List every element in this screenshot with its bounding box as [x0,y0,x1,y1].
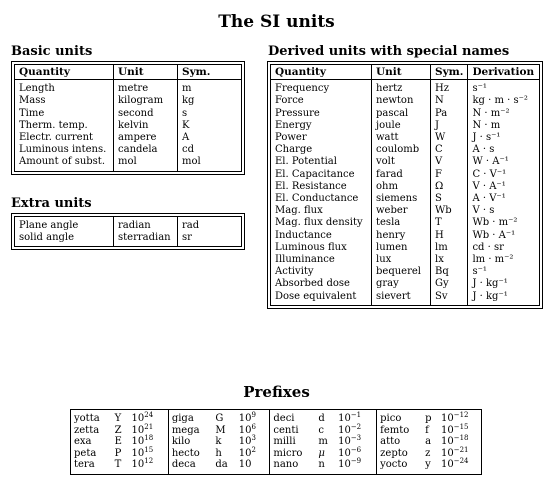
derived-units-heading: Derived units with special names [268,44,510,59]
table-row [271,120,540,132]
column-header-symbol: Sym. [431,65,468,80]
table-cell: newton [372,95,431,107]
table-cell: Ω [431,181,468,193]
table-cell: N · m⁻² [472,107,510,119]
table-cell: J · kg⁻¹ [472,290,508,302]
table-cell: Pressure [271,108,372,120]
column-header-symbol: Sym. [178,65,242,80]
table-cell: Force [271,95,372,107]
table-cell: cd [182,144,195,156]
prefix-power-exponent: 12 [144,457,154,465]
table-cell: s⁻¹ [472,266,487,278]
table-row [71,410,482,425]
extra-units-body [15,217,242,247]
table-row [271,132,540,144]
table-row [15,120,242,132]
prefix-power-base: 10 [131,459,145,470]
table-cell: radian [114,217,178,233]
table-cell: Wb [431,205,468,217]
table-cell: F [431,169,468,181]
table-row [15,95,242,107]
prefix-name: yotta [74,413,100,424]
table-cell: volt [372,156,431,168]
table-cell: Mass [15,95,114,107]
prefix-name: micro [273,447,303,459]
table-cell: mol [182,156,201,168]
prefix-power-exponent: 2 [251,445,256,454]
table-cell: Illuminance [271,254,372,266]
prefix-power-exponent: −2 [350,422,362,431]
prefix-symbol: y [425,459,431,470]
prefix-name: zetta [74,424,100,436]
derived-units-body [271,80,540,306]
table-cell: Inductance [271,230,372,242]
table-cell: El. Resistance [271,181,372,193]
table-cell: Activity [271,266,372,278]
table-cell: Mag. flux density [271,217,372,229]
prefix-power-exponent: −9 [350,457,362,465]
prefix-power-exponent: 18 [144,434,154,442]
table-row [15,108,242,120]
prefix-symbol: T [114,459,122,470]
prefix-power-base: 10 [338,413,351,424]
table-cell: Frequency [271,80,372,96]
table-row [271,291,540,306]
prefix-symbol: M [215,424,226,436]
table-cell: W · A⁻¹ [472,156,509,168]
extra-units-table-wrap [14,216,242,247]
table-cell: Gy [431,278,468,290]
prefix-name: kilo [171,436,191,447]
prefix-power-base: 10 [238,459,252,470]
table-cell: lm · m⁻² [472,254,514,266]
table-cell: Electr. current [15,132,114,144]
table-cell: rad [182,220,200,231]
table-row [15,156,242,171]
table-cell: watt [372,132,431,144]
table-row [15,144,242,156]
table-cell: farad [372,169,431,181]
prefix-power-base: 10 [238,424,252,436]
extra-units-heading: Extra units [11,196,92,211]
table-cell: N · m [472,119,501,131]
extra-units-table [14,216,242,247]
table-cell: kilogram [114,95,178,107]
prefix-symbol: E [114,436,122,447]
table-cell: Dose equivalent [271,291,372,306]
table-cell: A [182,132,190,144]
table-cell: sievert [372,291,431,306]
prefix-power-base: 10 [440,413,454,424]
table-cell: s⁻¹ [472,83,487,95]
derived-units-table-wrap [270,64,540,306]
table-cell: S [431,193,468,205]
table-row [15,80,242,96]
table-cell: Amount of subst. [15,156,114,171]
prefix-power-exponent: 6 [251,422,256,431]
prefix-name: mega [171,424,200,436]
page-title: The SI units [218,12,335,32]
table-row [271,181,540,193]
prefix-power-exponent: −18 [453,434,469,442]
table-cell: K [182,119,190,131]
prefix-symbol: k [215,436,222,447]
prefix-name: yocto [380,459,408,470]
prefix-symbol: G [215,413,224,424]
table-cell: coulomb [372,144,431,156]
prefix-power-base: 10 [338,459,351,470]
table-row [15,132,242,144]
table-cell: Hz [431,80,468,96]
table-cell: henry [372,230,431,242]
table-row [271,254,540,266]
table-cell: kg · m · s⁻² [472,95,528,107]
prefix-power-exponent: 9 [251,411,256,419]
table-cell: lumen [372,242,431,254]
table-cell: weber [372,205,431,217]
prefix-power [236,445,270,460]
table-cell: El. Conductance [271,193,372,205]
table-row [271,95,540,107]
column-header-unit: Unit [372,65,431,80]
prefix-power-exponent: −15 [453,422,469,431]
table-row [271,193,540,205]
table-cell: m [182,83,192,95]
prefixes-table-wrap [70,409,482,475]
prefix-power-exponent: 15 [144,445,154,454]
prefix-symbol: n [318,459,325,470]
prefix-symbol: P [114,447,122,459]
basic-units-heading: Basic units [11,44,93,59]
prefix-power-exponent: −3 [350,434,362,442]
table-row [271,108,540,120]
table-cell: Luminous flux [271,242,372,254]
column-header-quantity: Quantity [271,65,372,80]
table-cell: V · s [472,205,495,217]
table-cell: Absorbed dose [271,278,372,290]
prefix-power-base: 10 [440,447,454,459]
table-cell: Therm. temp. [15,120,114,132]
table-row [71,459,482,474]
prefix-power-base: 10 [131,413,145,424]
prefix-power-base: 10 [131,436,145,447]
prefix-name: atto [380,436,401,447]
prefix-power-base: 10 [131,424,145,436]
table-cell: Pa [431,108,468,120]
prefix-name: zepto [380,447,408,459]
prefix-symbol: p [425,413,432,424]
table-cell: C · V⁻¹ [472,168,507,180]
table-row [71,436,482,448]
prefix-symbol: h [215,447,222,459]
table-cell: J · kg⁻¹ [472,278,508,290]
table-row [271,217,540,229]
prefix-symbol: a [425,436,432,447]
table-cell: T [431,217,468,229]
prefix-name: hecto [171,447,200,459]
prefixes-heading: Prefixes [243,383,310,401]
basic-units-table-wrap [14,64,242,172]
prefix-power-exponent: −21 [453,445,469,454]
table-cell: siemens [372,193,431,205]
table-cell: H [431,230,468,242]
table-cell: El. Capacitance [271,169,372,181]
table-cell: hertz [372,80,431,96]
prefix-power [236,459,270,474]
prefix-symbol: da [215,459,228,470]
table-row [271,242,540,254]
table-cell: Luminous intens. [15,144,114,156]
prefix-name: femto [380,424,410,436]
table-cell: Sv [431,291,468,306]
prefix-power-base: 10 [131,447,145,459]
table-cell: solid angle [15,232,114,247]
table-row [271,144,540,156]
table-row [271,156,540,168]
column-header-derivation: Derivation [468,65,540,80]
prefix-symbol: f [425,424,429,436]
prefix-name: centi [273,424,299,436]
table-cell: Wb · m⁻² [472,217,518,229]
prefix-power-base: 10 [338,447,351,459]
table-cell: C [431,144,468,156]
prefix-name: deca [171,459,196,470]
prefix-power-base: 10 [440,459,454,470]
table-cell: Charge [271,144,372,156]
prefix-power-exponent: −1 [350,411,362,419]
prefix-symbol: d [318,413,325,424]
table-row [271,80,540,96]
table-cell: gray [372,278,431,290]
table-cell: A · V⁻¹ [472,193,506,205]
prefix-power-exponent: 24 [144,411,154,419]
table-row [15,217,242,233]
table-cell: J · s⁻¹ [472,132,501,144]
table-cell: second [114,108,178,120]
prefix-symbol: c [318,424,324,436]
table-row [271,266,540,278]
table-cell: kelvin [114,120,178,132]
table-cell: lx [431,254,468,266]
derived-units-table [270,64,540,306]
table-cell: A · s [472,144,495,156]
prefix-power-base: 10 [238,436,252,447]
table-row [71,425,482,437]
prefix-name: giga [171,413,194,424]
prefix-power-base: 10 [440,436,454,447]
table-cell: Wb · A⁻¹ [472,229,516,241]
prefix-power-base: 10 [338,436,351,447]
column-header-quantity: Quantity [15,65,114,80]
prefix-name: milli [273,436,296,447]
table-cell: mol [114,156,178,171]
prefixes-body [71,410,482,475]
table-cell: lux [372,254,431,266]
table-cell: ohm [372,181,431,193]
prefix-symbol: μ [318,447,325,459]
table-cell: pascal [372,108,431,120]
basic-units-table [14,64,242,172]
table-row [271,169,540,181]
table-cell: kg [182,95,195,107]
prefix-symbol: Z [114,424,122,436]
table-cell: ampere [114,132,178,144]
prefixes-table [70,409,482,475]
table-cell: V [431,156,468,168]
table-cell: Plane angle [15,217,114,233]
prefix-name: peta [74,447,97,459]
table-cell: Energy [271,120,372,132]
table-cell: El. Potential [271,156,372,168]
prefix-power-exponent: −24 [453,457,469,465]
prefix-name: deci [273,413,295,424]
column-header-unit: Unit [114,65,178,80]
table-row [271,278,540,290]
table-cell: candela [114,144,178,156]
table-cell: Mag. flux [271,205,372,217]
table-cell: sr [182,232,192,244]
table-cell: joule [372,120,431,132]
table-cell: V · A⁻¹ [472,180,506,192]
table-cell: s [182,107,188,119]
table-cell: Time [15,108,114,120]
table-cell: tesla [372,217,431,229]
table-cell: Power [271,132,372,144]
prefix-power [438,459,482,474]
prefix-power-base: 10 [338,424,351,436]
prefix-name: pico [380,413,402,424]
prefix-name: tera [74,459,95,470]
table-cell: bequerel [372,266,431,278]
prefix-power-exponent: 3 [251,434,256,442]
table-cell: cd · sr [472,241,504,253]
basic-units-body [15,80,242,171]
prefix-power-exponent: −12 [453,411,469,419]
prefix-power-exponent: −6 [350,445,362,454]
table-row [15,232,242,247]
prefix-symbol: m [318,436,328,447]
prefix-power-exponent: 21 [144,422,154,431]
prefix-power-base: 10 [238,447,252,459]
prefix-name: nano [273,459,299,470]
table-row [271,230,540,242]
table-cell: Bq [431,266,468,278]
table-cell: Length [15,80,114,96]
table-cell: lm [431,242,468,254]
prefix-power [335,459,377,474]
prefix-power [129,459,169,474]
prefix-name: exa [74,436,92,447]
table-cell: sterradian [114,232,178,247]
table-row [71,448,482,460]
table-cell: metre [114,80,178,96]
prefix-symbol: z [425,447,431,459]
prefix-symbol: Y [114,413,122,424]
table-cell: N [431,95,468,107]
prefix-power-base: 10 [440,424,454,436]
table-row [271,205,540,217]
table-cell: W [431,132,468,144]
table-cell: J [431,120,468,132]
prefix-power-base: 10 [238,413,252,424]
